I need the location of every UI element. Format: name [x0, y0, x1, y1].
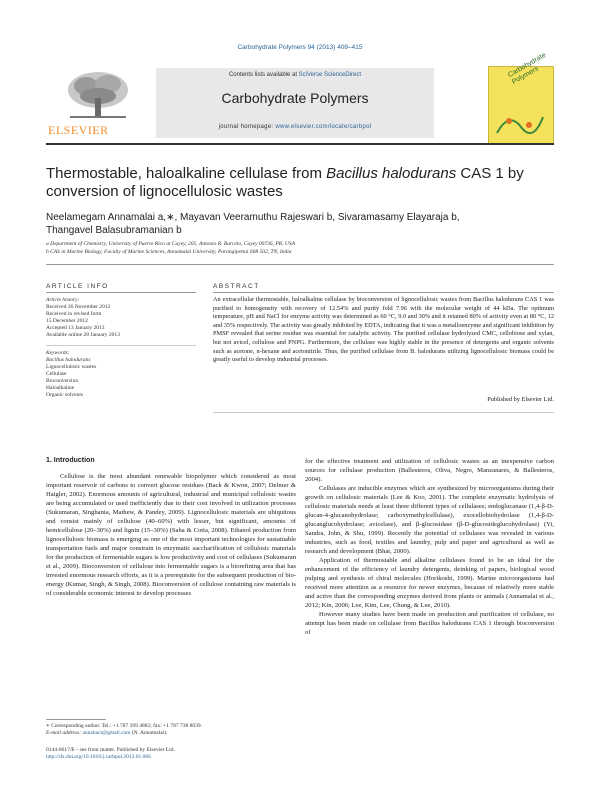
journal-homepage-link[interactable]: www.elsevier.com/locate/carbpol — [275, 124, 372, 130]
article-title: Thermostable, haloalkaline cellulase from Bacillus halodurans CAS 1 by conversion of lignocellulosic wastes — [46, 165, 524, 200]
keyword-item: Bacillus halodurans — [46, 357, 91, 363]
affiliations — [46, 240, 554, 256]
affiliation-b: b CAS in Marine Biology, Faculty of Marine Sciences, Annamalai University, Parangipettai 608 502, TN, India — [46, 249, 292, 255]
email-note: E-mail address: annabact@gmail.com (N. Annamalai). — [46, 730, 168, 736]
keywords — [46, 350, 161, 399]
elsevier-tree-icon — [56, 70, 140, 120]
abstract-publisher: Published by Elsevier Ltd. — [487, 396, 554, 403]
elsevier-logo[interactable] — [46, 68, 150, 138]
authors-line-2[interactable]: Thangavel Balasubramanian b — [46, 225, 182, 236]
intro-paragraph: Application of thermostable and alkaline cellulases found to be an ideal for the enhancement of the efficiency of laundry detergents, deinking of papers, biological wood pulping and synthesis of chiral molecules (Horikoshi, 1999). Marine microorganisms had received more attention as a resource for newer enzymes, because of relatively more stable and active than the corresponding enzymes derived from plants or animals (Annamalai et al., 2012; Kin, 2006; Lee, Kim, Lee, Chung, & Lee, 2010). — [305, 557, 554, 609]
section-divider — [46, 264, 554, 265]
journal-homepage-line: journal homepage: www.elsevier.com/locate/carbpol — [218, 124, 372, 130]
corresponding-author-note: ∗ Corresponding author. Tel.: +1 787 399 4882; fax: +1 787 738 8039. — [46, 723, 202, 729]
journal-cover-image — [488, 51, 554, 144]
email-link[interactable]: annabact@gmail.com — [82, 730, 131, 736]
footnote-rule — [46, 719, 106, 720]
journal-header — [46, 51, 554, 142]
sciencedirect-link[interactable]: SciVerse ScienceDirect — [298, 72, 362, 78]
issn-line: 0144-8617/$ – see front matter. Published by Elsevier Ltd. — [46, 747, 175, 753]
journal-banner — [156, 68, 434, 138]
author-list — [46, 211, 554, 237]
abstract-rule — [213, 292, 554, 293]
abstract-bottom-rule — [213, 412, 554, 413]
authors-line-1[interactable]: Neelamegam Annamalai a,∗, Mayavan Veeramuthu Rajeswari b, Sivaramasamy Elayaraja b, — [46, 212, 460, 223]
keyword-item: Bioconversion — [46, 378, 79, 384]
history-item: 15 December 2012 — [46, 318, 88, 324]
journal-title: Carbohydrate Polymers — [221, 90, 369, 106]
history-item: Available online 28 January 2013 — [46, 332, 120, 338]
history-item: Received in revised form — [46, 311, 102, 317]
journal-reference[interactable]: Carbohydrate Polymers 94 (2013) 409–415 — [237, 44, 363, 51]
publication-info — [46, 747, 346, 761]
keyword-item: Cellulase — [46, 371, 67, 377]
keyword-item: Organic solvents — [46, 392, 84, 398]
header-divider — [46, 143, 554, 145]
introduction-heading: 1. Introduction — [46, 457, 95, 464]
article-info-rule — [46, 292, 196, 293]
article-history — [46, 297, 161, 339]
history-item: Received 26 November 2012 — [46, 304, 111, 310]
abstract-heading: ABSTRACT — [213, 283, 260, 290]
footnotes — [46, 723, 296, 737]
history-item: Accepted 13 January 2013 — [46, 325, 105, 331]
intro-paragraph: However many studies have been made on production and purification of cellulase, no attempt has been made on cellulase from Bacillus halodurans CAS 1 through bioconversion of — [305, 611, 554, 636]
cover-title: Carbohydrate Polymers — [507, 51, 548, 86]
abstract-text: An extracellular thermostable, haloalkaline cellulase by bioconversion of lignocellulosic wastes from Bacillus halodurans CAS 1 was purified to homogeneity with recovery of 12.54% and purity fold 7.96 with the molecular weight of 44 kDa. The optimum temperature, pH and NaCl for enzyme activity was determined as 60 °C, 9.0 and 30% and it retained 80% of activity even at 80 °C, 12 and 35% respectively. The activity was greatly inhibited by EDTA, indicating that it was a metalloenzyme and significant inhibition by PMSF revealed that serine residue was essential for catalytic activity. The purified cellulase hydrolyzed CMC, cellobiose and xylan, but not avicel, cellulose and PNPG. Furthermore, the cellulase was highly stable in the presence of detergents and organic solvents such as acetone, n-hexane and acetonitrile. Thus, the purified cellulase from B. halodurans utilizing lignocellulosic biomass could be greatly useful to develop industrial processes. — [213, 296, 554, 364]
intro-paragraph: Cellulases are inducible enzymes which are synthesized by microorganisms during their growth on cellulosic materials (Lee & Koo, 2001). The complete enzymatic hydrolysis of cellulosic materials needs at least three different types of cellulases; endoglucanase (1,4-β-D-glucan-4-glucanohydrolase; carboxymethylcellulase), exocellobiohydrolase (1,4-β-D-glucanglucohydrolase; avicelase), and β-glucosidase (β-D-glucosideglucohydrolase) (Yi, Sandra, John, & Shu, 1999). Recently the potential of cellulases was revealed in various industries, such as food, textiles and laundry, pulp and paper and agricultural as well as research and development (Bhat, 2000). — [305, 485, 554, 555]
intro-right-column — [305, 457, 554, 637]
keyword-item: Haloalkaline — [46, 385, 75, 391]
doi-link[interactable]: http://dx.doi.org/10.1016/j.carbpol.2013.01.066 — [46, 754, 151, 760]
keywords-rule — [46, 345, 196, 346]
history-label: Article history: — [46, 297, 80, 303]
intro-left-column — [46, 472, 296, 598]
elsevier-wordmark: ELSEVIER — [48, 123, 109, 137]
contents-line: Contents lists available at SciVerse ScienceDirect — [228, 72, 362, 78]
article-info-heading: ARTICLE INFO — [46, 283, 109, 290]
affiliation-a: a Department of Chemistry, University of Puerto Rico at Cayey, 205, Antonio R. Barcelo, Cayey 00736, PR, USA — [46, 241, 295, 247]
intro-paragraph: for the effective treatment and utilization of cellulosic wastes as an inexpensive carbon sources for cellulase production (Ballesteros, Oliva, Negro, Manzanares, & Ballesteros, 2004). — [305, 458, 554, 483]
keywords-label: Keywords: — [46, 350, 70, 356]
intro-paragraph: Cellulose is the most abundant renewable biopolymer which considered as most important reservoir of carbons to convert glucose residues (Back & Kwon, 2007; Delmer & Haigler, 2002). Enormous amounts of agricultural, industrial and municipal cellulosic wastes are being accumulated or used inefficiently due to their cost involved in utilization processes (Sukumaran, Singhania, Mathew, & Pandey, 2009). Lignocellulosic materials are ubiquitous and consist mainly of cellulose (40–60%) with lesser, but significant, amounts of hemicellulose (20–30%) and lignin (15–30%) (Saha & Cotta, 2008). Ethanol production from lignocellulosic biomass is emerging as one of the most important technologies for sustainable transportation fuels and major constrain in enzymatic saccharification of cellulosic materials for the production of fermentable sugars is low productivity and cost of cellulases (Sukumaran et al., 2009). Bioconversion of cellulose into fermentable sugars is a biorefining area that has invested enormous research efforts, as it is a prerequisite for the subsequent production of bio-energy (Kumar, Singh, & Singh, 2008). Bioconversion of cellulose containing raw materials is of considerable economic interest to develop processes — [46, 473, 296, 597]
keyword-item: Lignocellulosic wastes — [46, 364, 97, 370]
cover-graphic-icon — [495, 107, 545, 137]
